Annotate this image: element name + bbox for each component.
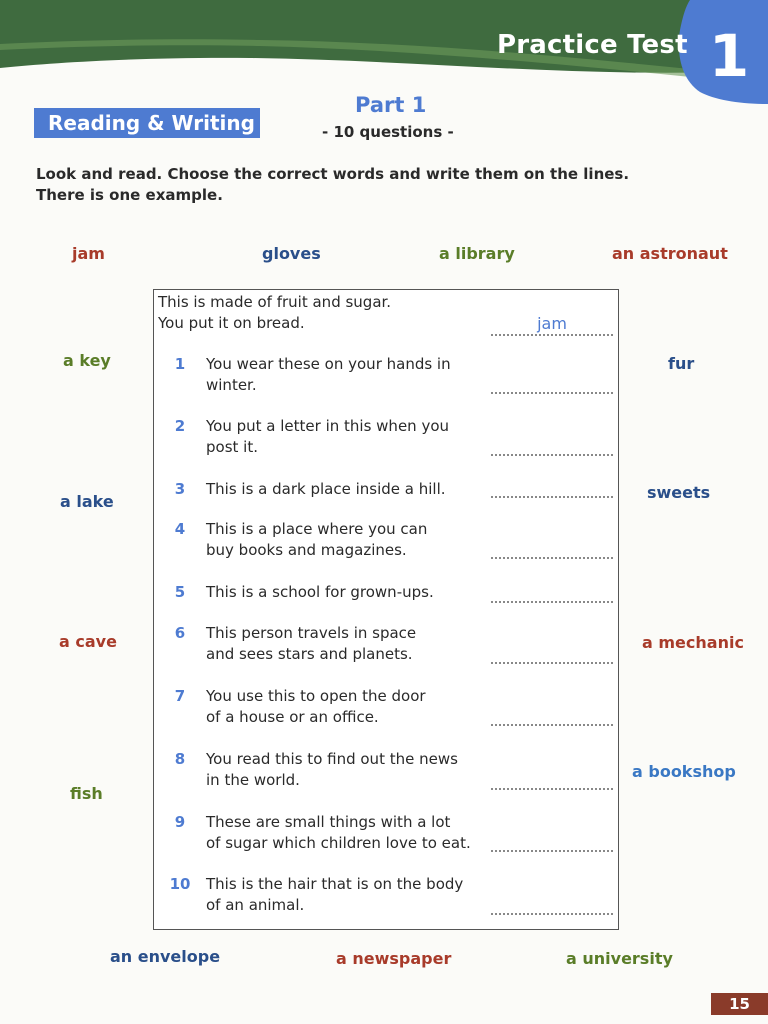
question-line-1: This is a school for grown-ups. [206,583,434,601]
answer-line[interactable] [491,832,613,852]
page-title: Practice Test [497,30,688,60]
answer-line[interactable] [491,478,613,498]
question-line-1: You use this to open the door [206,687,426,705]
question-text [206,354,486,396]
word-bookshop: a bookshop [632,762,736,781]
question-text [206,812,496,854]
answer-line[interactable] [491,706,613,726]
word-university: a university [566,949,673,968]
question-text [206,623,486,665]
question-number: 9 [174,813,186,831]
question-number: 10 [169,875,191,893]
question-text [206,519,486,561]
word-cave: a cave [59,632,117,651]
question-number: 8 [174,750,186,768]
question-text [206,416,486,458]
word-lake: a lake [60,492,114,511]
question-number: 3 [174,480,186,498]
test-number: 1 [708,22,750,90]
question-number: 6 [174,624,186,642]
part-title: Part 1 [355,93,427,117]
word-fur: fur [668,354,695,373]
question-line-2: winter. [206,376,257,394]
example-line-1: This is made of fruit and sugar. [158,293,392,311]
question-box [153,289,619,930]
example-answer: jam [537,314,567,333]
question-number: 5 [174,583,186,601]
question-line-2: post it. [206,438,258,456]
question-number: 2 [174,417,186,435]
question-line-1: This is a place where you can [206,520,428,538]
word-sweets: sweets [647,483,711,502]
question-number: 1 [174,355,186,373]
question-line-2: and sees stars and planets. [206,645,413,663]
question-text [206,686,486,728]
question-line-1: You read this to find out the news [206,750,458,768]
instructions [36,164,676,206]
word-envelope: an envelope [110,947,221,966]
answer-line[interactable] [491,770,613,790]
example-line-2: You put it on bread. [158,314,305,332]
question-line-1: This is the hair that is on the body [206,875,464,893]
question-text [206,582,486,603]
instructions-line-2: There is one example. [36,186,223,204]
answer-line[interactable] [491,436,613,456]
word-astronaut: an astronaut [612,244,728,263]
answer-line[interactable] [491,644,613,664]
answer-line[interactable] [491,583,613,603]
question-line-1: You put a letter in this when you [206,417,450,435]
example-text [158,292,478,334]
word-key: a key [63,351,111,370]
question-line-2: of sugar which children love to eat. [206,834,471,852]
section-badge: Reading & Writing [34,108,260,138]
question-number: 7 [174,687,186,705]
answer-line[interactable] [491,895,613,915]
question-line-2: of an animal. [206,896,305,914]
question-line-1: This person travels in space [206,624,417,642]
question-line-2: buy books and magazines. [206,541,407,559]
question-line-2: of a house or an office. [206,708,379,726]
question-text [206,874,486,916]
question-line-1: You wear these on your hands in [206,355,451,373]
question-number: 4 [174,520,186,538]
example-answer-line [491,316,613,336]
instructions-line-1: Look and read. Choose the correct words and write them on the lines. [36,165,630,183]
word-gloves: gloves [262,244,321,263]
question-line-1: These are small things with a lot [206,813,451,831]
question-text [206,479,486,500]
word-newspaper: a newspaper [336,949,452,968]
word-library: a library [439,244,515,263]
part-subtitle: - 10 questions - [322,123,454,141]
question-line-2: in the world. [206,771,300,789]
question-line-1: This is a dark place inside a hill. [206,480,446,498]
word-fish: fish [70,784,103,803]
question-text [206,749,486,791]
answer-line[interactable] [491,374,613,394]
word-jam: jam [72,244,105,263]
word-mechanic: a mechanic [642,633,744,652]
answer-line[interactable] [491,539,613,559]
page-number: 15 [711,993,768,1015]
